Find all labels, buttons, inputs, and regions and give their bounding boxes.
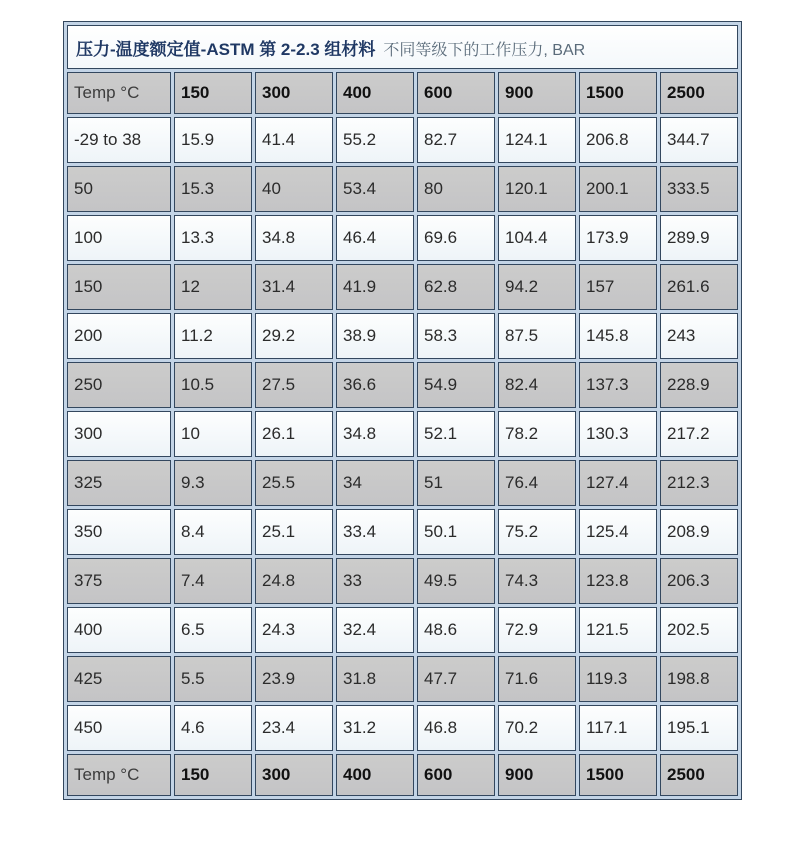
table-row [67, 656, 738, 702]
pressure-value-cell: 117.1 [579, 705, 657, 751]
pressure-value-cell: 300 [255, 754, 333, 796]
pressure-value-cell: 82.7 [417, 117, 495, 163]
temp-cell: -29 to 38 [67, 117, 171, 163]
table-row [67, 215, 738, 261]
pressure-value-cell: 74.3 [498, 558, 576, 604]
pressure-value-cell: 71.6 [498, 656, 576, 702]
pressure-value-cell: 15.3 [174, 166, 252, 212]
pressure-value-cell: 38.9 [336, 313, 414, 359]
pressure-value-cell: 25.1 [255, 509, 333, 555]
pressure-value-cell: 41.4 [255, 117, 333, 163]
pressure-value-cell: 41.9 [336, 264, 414, 310]
pressure-value-cell: 400 [336, 754, 414, 796]
pressure-value-cell: 157 [579, 264, 657, 310]
pressure-value-cell: 40 [255, 166, 333, 212]
temp-cell: 200 [67, 313, 171, 359]
pressure-value-cell: 600 [417, 754, 495, 796]
footer-row [67, 754, 738, 796]
table-title-main: 压力-温度额定值-ASTM 第 2-2.3 组材料 [76, 39, 376, 59]
pressure-value-cell: 23.4 [255, 705, 333, 751]
table-row [67, 705, 738, 751]
pressure-value-cell: 300 [255, 72, 333, 114]
table-row [67, 264, 738, 310]
pressure-value-cell: 119.3 [579, 656, 657, 702]
pressure-value-cell: 52.1 [417, 411, 495, 457]
pressure-value-cell: 127.4 [579, 460, 657, 506]
pressure-value-cell: 33.4 [336, 509, 414, 555]
table-row [67, 166, 738, 212]
pressure-value-cell: 48.6 [417, 607, 495, 653]
pressure-value-cell: 10 [174, 411, 252, 457]
temp-cell: 150 [67, 264, 171, 310]
table-row [67, 313, 738, 359]
pressure-value-cell: 243 [660, 313, 738, 359]
table-row [67, 117, 738, 163]
pressure-value-cell: 75.2 [498, 509, 576, 555]
temp-cell: 350 [67, 509, 171, 555]
table-body [67, 25, 738, 796]
pressure-value-cell: 13.3 [174, 215, 252, 261]
table-row [67, 509, 738, 555]
pressure-value-cell: 261.6 [660, 264, 738, 310]
pressure-value-cell: 53.4 [336, 166, 414, 212]
pressure-value-cell: 198.8 [660, 656, 738, 702]
table-row [67, 607, 738, 653]
pressure-value-cell: 195.1 [660, 705, 738, 751]
pressure-value-cell: 33 [336, 558, 414, 604]
pressure-value-cell: 69.6 [417, 215, 495, 261]
pressure-value-cell: 32.4 [336, 607, 414, 653]
temp-cell: 50 [67, 166, 171, 212]
pressure-value-cell: 9.3 [174, 460, 252, 506]
pressure-value-cell: 78.2 [498, 411, 576, 457]
header-row [67, 72, 738, 114]
pressure-value-cell: 2500 [660, 72, 738, 114]
temp-cell: Temp °C [67, 754, 171, 796]
pressure-value-cell: 5.5 [174, 656, 252, 702]
pressure-value-cell: 6.5 [174, 607, 252, 653]
pressure-value-cell: 1500 [579, 72, 657, 114]
pressure-value-cell: 289.9 [660, 215, 738, 261]
pressure-value-cell: 7.4 [174, 558, 252, 604]
temp-cell: 100 [67, 215, 171, 261]
temp-cell: 400 [67, 607, 171, 653]
pressure-value-cell: 137.3 [579, 362, 657, 408]
pressure-value-cell: 82.4 [498, 362, 576, 408]
pressure-value-cell: 173.9 [579, 215, 657, 261]
pressure-value-cell: 94.2 [498, 264, 576, 310]
pressure-value-cell: 80 [417, 166, 495, 212]
pressure-value-cell: 12 [174, 264, 252, 310]
pressure-value-cell: 11.2 [174, 313, 252, 359]
pressure-value-cell: 31.8 [336, 656, 414, 702]
pressure-value-cell: 70.2 [498, 705, 576, 751]
pressure-value-cell: 31.2 [336, 705, 414, 751]
temp-cell: Temp °C [67, 72, 171, 114]
pressure-value-cell: 34.8 [336, 411, 414, 457]
pressure-value-cell: 150 [174, 754, 252, 796]
table-title [67, 25, 738, 69]
pressure-value-cell: 36.6 [336, 362, 414, 408]
temp-cell: 450 [67, 705, 171, 751]
pressure-value-cell: 34 [336, 460, 414, 506]
pressure-value-cell: 51 [417, 460, 495, 506]
pressure-value-cell: 76.4 [498, 460, 576, 506]
pressure-value-cell: 104.4 [498, 215, 576, 261]
pressure-value-cell: 228.9 [660, 362, 738, 408]
pressure-value-cell: 2500 [660, 754, 738, 796]
table-row [67, 362, 738, 408]
pressure-value-cell: 4.6 [174, 705, 252, 751]
pressure-value-cell: 1500 [579, 754, 657, 796]
pressure-value-cell: 24.3 [255, 607, 333, 653]
title-row [67, 25, 738, 69]
pressure-value-cell: 206.3 [660, 558, 738, 604]
table-row [67, 411, 738, 457]
pressure-value-cell: 121.5 [579, 607, 657, 653]
pressure-value-cell: 8.4 [174, 509, 252, 555]
pressure-value-cell: 26.1 [255, 411, 333, 457]
temp-cell: 250 [67, 362, 171, 408]
pressure-value-cell: 72.9 [498, 607, 576, 653]
pressure-value-cell: 58.3 [417, 313, 495, 359]
pressure-value-cell: 400 [336, 72, 414, 114]
pressure-value-cell: 600 [417, 72, 495, 114]
pressure-value-cell: 54.9 [417, 362, 495, 408]
pressure-value-cell: 150 [174, 72, 252, 114]
pressure-value-cell: 55.2 [336, 117, 414, 163]
table-row [67, 460, 738, 506]
pressure-value-cell: 31.4 [255, 264, 333, 310]
pressure-temperature-rating-table [63, 21, 742, 800]
pressure-value-cell: 29.2 [255, 313, 333, 359]
pressure-value-cell: 47.7 [417, 656, 495, 702]
pressure-value-cell: 125.4 [579, 509, 657, 555]
pressure-value-cell: 200.1 [579, 166, 657, 212]
temp-cell: 375 [67, 558, 171, 604]
pressure-value-cell: 202.5 [660, 607, 738, 653]
pressure-value-cell: 49.5 [417, 558, 495, 604]
pressure-value-cell: 15.9 [174, 117, 252, 163]
temp-cell: 425 [67, 656, 171, 702]
table-title-sub: 不同等级下的工作压力, BAR [383, 41, 586, 59]
pressure-value-cell: 130.3 [579, 411, 657, 457]
pressure-value-cell: 46.8 [417, 705, 495, 751]
pressure-value-cell: 23.9 [255, 656, 333, 702]
pressure-value-cell: 217.2 [660, 411, 738, 457]
pressure-value-cell: 27.5 [255, 362, 333, 408]
pressure-value-cell: 900 [498, 72, 576, 114]
pressure-value-cell: 10.5 [174, 362, 252, 408]
pressure-value-cell: 34.8 [255, 215, 333, 261]
pressure-value-cell: 206.8 [579, 117, 657, 163]
pressure-value-cell: 344.7 [660, 117, 738, 163]
pressure-value-cell: 46.4 [336, 215, 414, 261]
pressure-value-cell: 24.8 [255, 558, 333, 604]
table-row [67, 558, 738, 604]
pressure-value-cell: 120.1 [498, 166, 576, 212]
pressure-value-cell: 87.5 [498, 313, 576, 359]
pressure-value-cell: 333.5 [660, 166, 738, 212]
pressure-value-cell: 124.1 [498, 117, 576, 163]
pressure-value-cell: 62.8 [417, 264, 495, 310]
pressure-value-cell: 212.3 [660, 460, 738, 506]
pressure-value-cell: 208.9 [660, 509, 738, 555]
pressure-value-cell: 900 [498, 754, 576, 796]
pressure-value-cell: 25.5 [255, 460, 333, 506]
pressure-value-cell: 123.8 [579, 558, 657, 604]
temp-cell: 325 [67, 460, 171, 506]
temp-cell: 300 [67, 411, 171, 457]
pressure-value-cell: 145.8 [579, 313, 657, 359]
pressure-value-cell: 50.1 [417, 509, 495, 555]
